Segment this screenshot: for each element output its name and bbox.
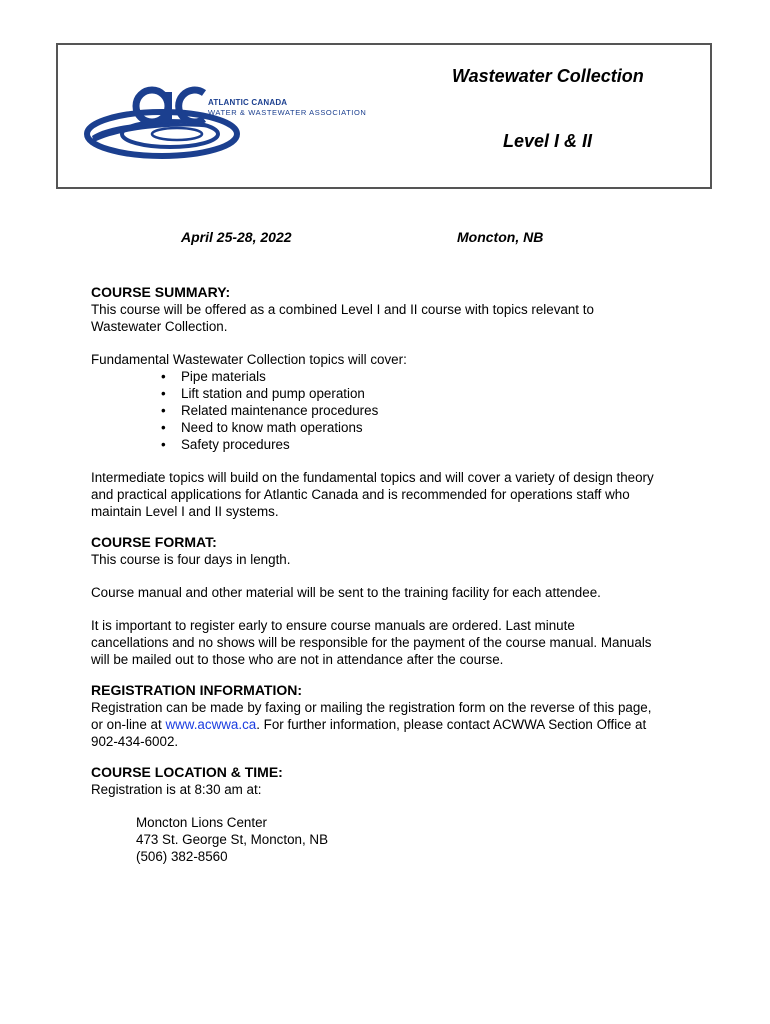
registration-phone: 902-434-6002. (91, 734, 179, 749)
format-register-line1: It is important to register early to ensure course manuals are ordered. Last minute (91, 618, 575, 633)
summary-intro-line1: This course will be offered as a combined Level I and II course with topics relevant to (91, 302, 594, 317)
event-place: Moncton, NB (457, 229, 544, 245)
registration-line2-after: . For further information, please contact ACWWA Section Office at (256, 717, 647, 732)
topics-intro: Fundamental Wastewater Collection topics will cover: (91, 352, 407, 367)
topic-item: • Related maintenance procedures (161, 402, 691, 419)
event-date: April 25-28, 2022 (181, 229, 292, 245)
course-level: Level I & II (503, 131, 593, 151)
venue-street: 473 St. George St, Moncton, NB (136, 832, 329, 847)
acwwa-website-link[interactable]: www.acwwa.ca (165, 717, 257, 732)
registration-line1: Registration can be made by faxing or mailing the registration form on the reverse of this page, (91, 700, 652, 715)
format-register-line3: will be mailed out to those who are not in attendance after the course. (91, 652, 504, 667)
registration-line2 (91, 716, 691, 733)
location-heading: COURSE LOCATION & TIME: (91, 764, 283, 780)
topic-item: • Lift station and pump operation (161, 385, 691, 402)
logo-org-line2: WATER & WASTEWATER ASSOCIATION (208, 108, 367, 117)
venue-phone: (506) 382-8560 (136, 849, 228, 864)
intermediate-line1: Intermediate topics will build on the fundamental topics and will cover a variety of design theory (91, 470, 654, 485)
acwwa-logo (82, 84, 372, 164)
registration-line2-before: or on-line at (91, 717, 166, 732)
summary-intro-line2: Wastewater Collection. (91, 319, 228, 334)
document-body (91, 284, 691, 865)
registration-heading: REGISTRATION INFORMATION: (91, 682, 303, 698)
format-register-line2: cancellations and no shows will be responsible for the payment of the course manual. Manuals (91, 635, 652, 650)
course-title: Wastewater Collection (452, 66, 644, 86)
format-heading: COURSE FORMAT: (91, 534, 217, 550)
logo-org-line1: ATLANTIC CANADA (208, 98, 288, 107)
summary-heading: COURSE SUMMARY: (91, 284, 231, 300)
topic-item: • Need to know math operations (161, 419, 691, 436)
format-manual: Course manual and other material will be sent to the training facility for each attendee. (91, 585, 601, 600)
topics-list (91, 368, 691, 453)
venue-name: Moncton Lions Center (136, 815, 268, 830)
topic-item: • Safety procedures (161, 436, 691, 453)
topic-item: • Pipe materials (161, 368, 691, 385)
intermediate-line3: maintain Level I and II systems. (91, 504, 279, 519)
location-intro: Registration is at 8:30 am at: (91, 782, 262, 797)
intermediate-line2: and practical applications for Atlantic Canada and is recommended for operations staff who (91, 487, 630, 502)
format-length: This course is four days in length. (91, 552, 291, 567)
